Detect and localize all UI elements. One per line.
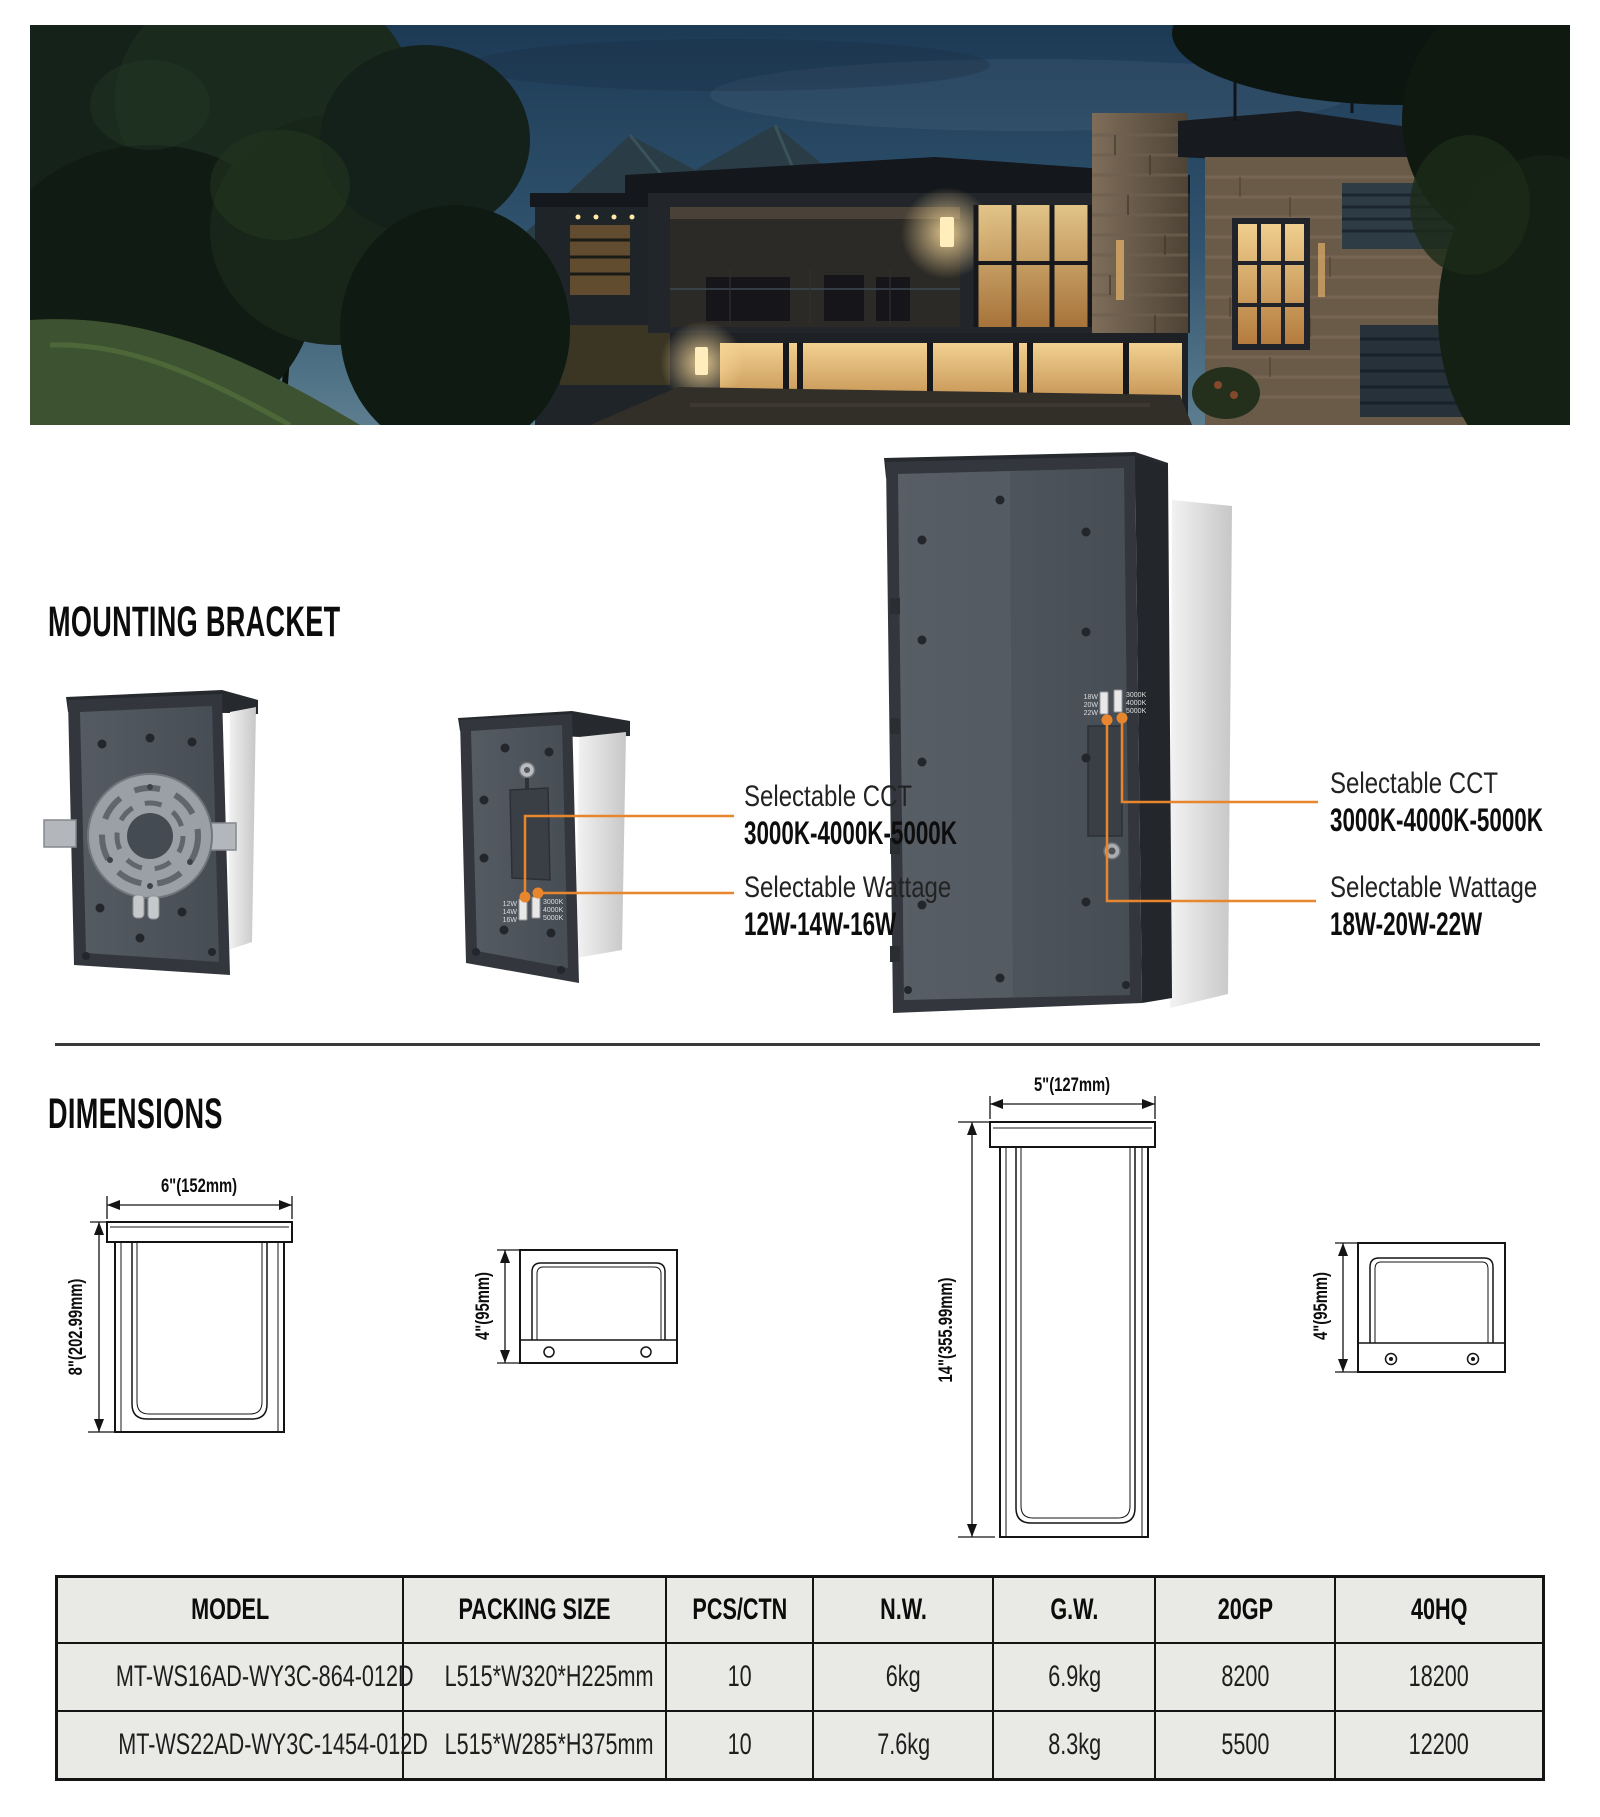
callout-label: Selectable Wattage xyxy=(1330,871,1538,904)
callout-value: 12W-14W-16W xyxy=(744,906,897,942)
cell-40hq: 18200 xyxy=(1335,1643,1543,1711)
wall-sconce xyxy=(695,347,708,375)
callout-value: 3000K-4000K-5000K xyxy=(744,815,957,851)
cell-gw: 8.3kg xyxy=(993,1711,1155,1780)
callout-large-wattage xyxy=(1330,872,1589,942)
dimension-drawings xyxy=(0,1060,1600,1580)
svg-text:16W: 16W xyxy=(502,917,517,924)
drawing-small-side xyxy=(497,1250,677,1363)
table-header-pcs-ctn: PCS/CTN xyxy=(666,1577,813,1644)
table-header-40hq: 40HQ xyxy=(1335,1577,1543,1644)
cell-20gp: 8200 xyxy=(1155,1643,1335,1711)
wall-sconce xyxy=(940,217,954,247)
wire-connector xyxy=(133,895,144,918)
svg-text:3000K: 3000K xyxy=(1126,692,1147,699)
wattage-switch xyxy=(1100,692,1108,714)
table-header-nw: N.W. xyxy=(813,1577,993,1644)
cell-pcs-ctn: 10 xyxy=(666,1643,813,1711)
callout-value: 18W-20W-22W xyxy=(1330,906,1483,942)
cell-packing-size: L515*W285*H375mm xyxy=(403,1711,666,1780)
spec-table xyxy=(55,1575,1545,1781)
cell-gw: 6.9kg xyxy=(993,1643,1155,1711)
svg-text:20W: 20W xyxy=(1083,702,1098,709)
svg-text:5000K: 5000K xyxy=(1126,708,1147,715)
dim-label-small-height: 8"(202.99mm) xyxy=(65,1278,87,1376)
diffuser-panel xyxy=(1170,500,1232,1008)
dim-label-large-height: 14"(355.99mm) xyxy=(935,1277,957,1383)
callout-value: 3000K-4000K-5000K xyxy=(1330,802,1543,838)
table-header-model: MODEL xyxy=(57,1577,403,1644)
shrub xyxy=(1192,367,1260,419)
cct-switch xyxy=(532,897,540,918)
dim-label-small-width: 6"(152mm) xyxy=(160,1175,238,1197)
svg-text:22W: 22W xyxy=(1083,710,1098,717)
driver-cover xyxy=(510,788,550,880)
table-header-row xyxy=(57,1577,1544,1644)
cell-nw: 7.6kg xyxy=(813,1711,993,1780)
cell-nw: 6kg xyxy=(813,1643,993,1711)
drawing-large-front xyxy=(958,1096,1155,1537)
drawing-large-side xyxy=(1335,1243,1505,1372)
svg-text:5000K: 5000K xyxy=(543,915,564,922)
dim-label-small-side-height: 4"(95mm) xyxy=(472,1272,494,1340)
bracket-medium xyxy=(458,711,630,983)
driver-cover xyxy=(1088,726,1122,836)
lit-window xyxy=(1235,221,1307,347)
table-row xyxy=(57,1643,1544,1711)
callout-label: Selectable CCT xyxy=(1330,767,1499,800)
hero-image xyxy=(30,25,1570,425)
callout-label: Selectable Wattage xyxy=(744,871,952,904)
drawing-small-front xyxy=(88,1196,292,1432)
callout-medium-wattage xyxy=(744,872,1003,942)
cell-pcs-ctn: 10 xyxy=(666,1711,813,1780)
callout-large-cct xyxy=(1330,768,1600,838)
callout-medium-cct xyxy=(744,781,1048,851)
table-header-20gp: 20GP xyxy=(1155,1577,1335,1644)
svg-text:14W: 14W xyxy=(502,909,517,916)
cell-packing-size: L515*W320*H225mm xyxy=(403,1643,666,1711)
svg-text:12W: 12W xyxy=(502,901,517,908)
dim-label-large-width: 5"(127mm) xyxy=(1033,1074,1111,1096)
mounting-bracket-figures xyxy=(0,440,1600,1050)
callout-label: Selectable CCT xyxy=(744,780,913,813)
wire-connector xyxy=(148,896,159,919)
hero-illustration xyxy=(30,25,1570,425)
table-row xyxy=(57,1711,1544,1780)
lit-room-upper xyxy=(976,205,1092,327)
cell-20gp: 5500 xyxy=(1155,1711,1335,1780)
svg-text:4000K: 4000K xyxy=(543,907,564,914)
cell-40hq: 12200 xyxy=(1335,1711,1543,1780)
table-header-packing-size: PACKING SIZE xyxy=(403,1577,666,1644)
dimensions-title-text: DIMENSIONS xyxy=(48,1090,223,1138)
mounting-bracket-title-text: MOUNTING BRACKET xyxy=(48,598,341,646)
table-header-gw: G.W. xyxy=(993,1577,1155,1644)
svg-text:3000K: 3000K xyxy=(543,899,564,906)
diffuser-panel xyxy=(576,732,626,958)
mounting-tab xyxy=(44,820,76,847)
cct-switch xyxy=(1114,690,1122,712)
svg-text:4000K: 4000K xyxy=(1126,700,1147,707)
dim-label-large-side-height: 4"(95mm) xyxy=(1310,1272,1332,1340)
cell-model: MT-WS16AD-WY3C-864-012D xyxy=(57,1643,403,1711)
bracket-small xyxy=(44,690,258,975)
svg-text:18W: 18W xyxy=(1083,694,1098,701)
section-divider xyxy=(55,1043,1540,1046)
cell-model: MT-WS22AD-WY3C-1454-012D xyxy=(57,1711,403,1780)
